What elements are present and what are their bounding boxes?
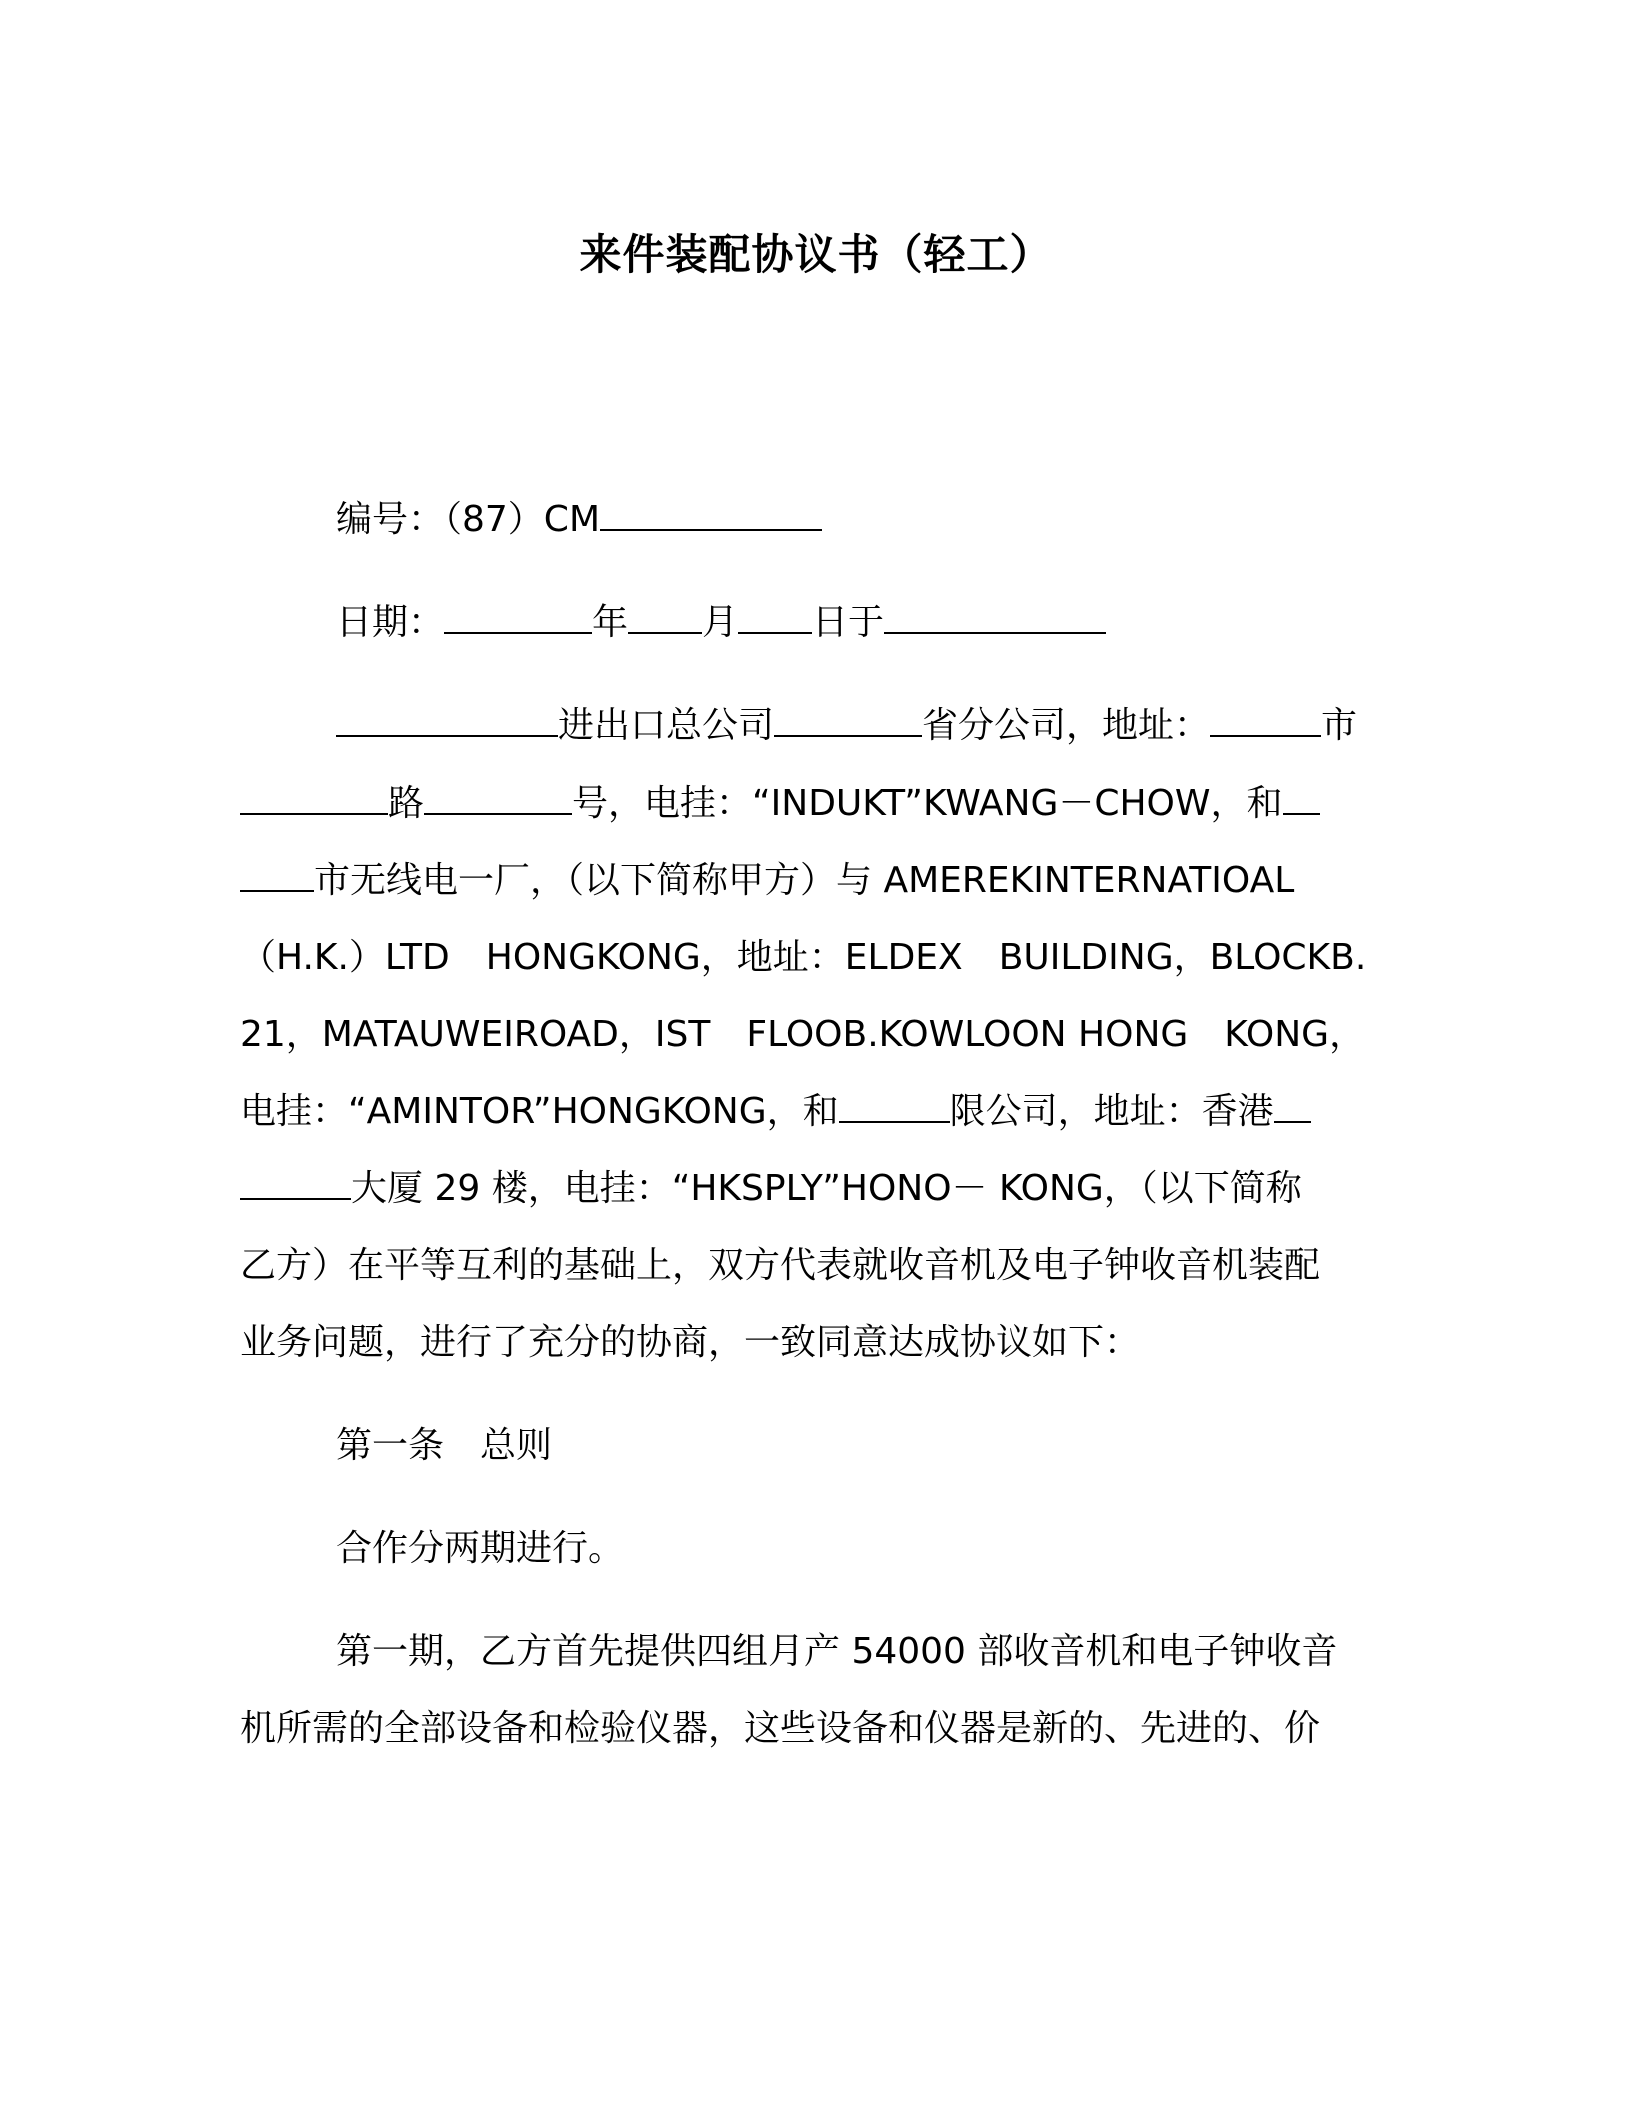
- paragraph-line-4: [240, 933, 1380, 983]
- text-hk-address: （H.K.）LTD HONGKONG，地址：ELDEX BUILDING，BLOCKB.: [240, 937, 1367, 978]
- year-blank: [444, 598, 592, 634]
- text-cable-amintor: 电挂：“AMINTOR”HONGKONG，和: [240, 1091, 839, 1132]
- text-city: 市: [1321, 705, 1358, 746]
- text-import-export: 进出口总公司: [558, 705, 775, 746]
- text-limited-company: 限公司，地址：香港: [949, 1091, 1274, 1132]
- text-kowloon: 21，MATAUWEIROAD，IST FLOOB.KOWLOON HONG KONG，: [240, 1014, 1366, 1055]
- date-label: 日期：: [336, 602, 445, 643]
- province-blank: [774, 701, 922, 737]
- text-building: 大厦 29 楼，电挂：“HKSPLY”HONO－ KONG，（以下简称: [351, 1168, 1302, 1209]
- number-blank: [424, 779, 572, 815]
- article-1-heading: 第一条 总则: [336, 1425, 553, 1466]
- text-province-branch: 省分公司，地址：: [922, 705, 1211, 746]
- paragraph-line-5: [240, 1010, 1380, 1060]
- article-1-text: 合作分两期进行。: [336, 1528, 625, 1569]
- paragraph-line-6: [240, 1087, 1380, 1137]
- serial-label: 编号：（87）CM: [336, 499, 601, 540]
- document-title: 来件装配协议书（轻工）: [579, 230, 1053, 279]
- month-text: 月: [702, 602, 739, 643]
- factory-blank-b: [240, 856, 314, 892]
- text-agreement: 业务问题，进行了充分的协商，一致同意达成协议如下：: [240, 1322, 1141, 1363]
- paragraph-line-7: [240, 1164, 1380, 1214]
- building-blank-b: [240, 1164, 351, 1200]
- city-blank: [1210, 701, 1321, 737]
- place-blank: [884, 598, 1106, 634]
- month-blank: [628, 598, 702, 634]
- text-cable-induk: 号，电挂：“INDUKT”KWANG－CHOW，和: [572, 783, 1283, 824]
- text-party-b: 乙方）在平等互利的基础上，双方代表就收音机及电子钟收音机装配: [240, 1245, 1321, 1286]
- paragraph-line-1: [336, 701, 1386, 751]
- phase-1-line-2: 机所需的全部设备和检验仪器，这些设备和仪器是新的、先进的、价: [240, 1708, 1321, 1749]
- paragraph-line-3: [240, 856, 1380, 906]
- year-text: 年: [592, 602, 629, 643]
- serial-blank: [600, 495, 822, 531]
- serial-number-line: [336, 495, 1386, 545]
- phase-1-line-1: 第一期，乙方首先提供四组月产 54000 部收音机和电子钟收音: [336, 1631, 1338, 1672]
- day-blank: [738, 598, 812, 634]
- date-line: [336, 598, 1386, 648]
- building-blank-a: [1274, 1087, 1311, 1123]
- road-blank: [240, 779, 388, 815]
- factory-blank-a: [1283, 779, 1320, 815]
- text-radio-factory: 市无线电一厂，（以下简称甲方）与 AMEREKINTERNATIOAL: [314, 860, 1295, 901]
- paragraph-line-2: [240, 779, 1380, 829]
- text-road: 路: [388, 783, 425, 824]
- paragraph-line-8: [240, 1241, 1380, 1291]
- company-blank: [336, 701, 558, 737]
- day-text: 日于: [812, 602, 885, 643]
- company-name-blank: [839, 1087, 950, 1123]
- paragraph-line-9: [240, 1318, 1380, 1368]
